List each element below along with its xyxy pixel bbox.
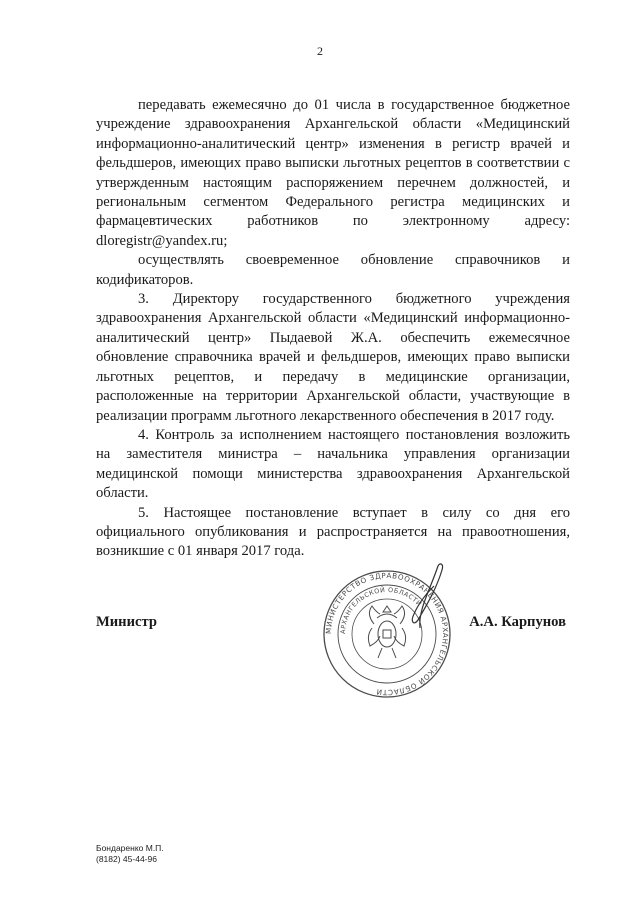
page-number: 2 — [317, 44, 323, 58]
stamp-outer-text: МИНИСТЕРСТВО ЗДРАВООХРАНЕНИЯ АРХАНГЕЛЬСКОЙ ОБЛАСТИ — [323, 570, 451, 698]
stamp-inner-text: АРХАНГЕЛЬСКОЙ ОБЛАСТИ — [338, 585, 424, 635]
document-body — [96, 96, 570, 562]
signatory-title: Министр — [96, 614, 157, 630]
paragraph-item-4: 4. Контроль за исполнением настоящего постановления возложить на заместителя министра – начальника управления организации медицинской помощи министерства здравоохранения Архангельской области. — [96, 426, 570, 502]
paragraph-item-3: 3. Директору государственного бюджетного учреждения здравоохранения Архангельской области «Медицинский информационно-аналитический центр» Пыдаевой Ж.А. обеспечить ежемесячное обновление справочника врачей и фельдшеров, имеющих право выписки льготных рецептов, и передачу в медицинские организации, расположенные на территории Архангельской области, участвующие в реализации программ льготного лекарственного обеспечения в 2017 году. — [96, 291, 570, 424]
paragraph-item-5: 5. Настоящее постановление вступает в силу со дня его официального опубликования и распространяется на правоотношения, возникшие с 01 января 2017 года. — [96, 504, 570, 560]
handwritten-signature — [390, 560, 450, 630]
signatory-name: А.А. Карпунов — [469, 614, 566, 630]
footer-contact — [96, 843, 164, 865]
footer-author: Бондаренко М.П. — [96, 843, 164, 853]
footer-phone: (8182) 45-44-96 — [96, 854, 157, 864]
paragraph-update-directories: осуществлять своевременное обновление справочников и кодификаторов. — [96, 252, 570, 288]
paragraph-transfer-monthly: передавать ежемесячно до 01 числа в государственное бюджетное учреждение здравоохранения Архангельской области «Медицинский информационно-аналитический центр» изменения в регистр врачей и фельдшеров, имеющих право выписки льготных рецептов в соответствии с утвержденным настоящим распоряжением перечнем должностей, и региональным сегментом Федерального регистра медицинских и фармацевтических работников по электронному адресу: dloregistr@yandex.ru; — [96, 97, 570, 249]
